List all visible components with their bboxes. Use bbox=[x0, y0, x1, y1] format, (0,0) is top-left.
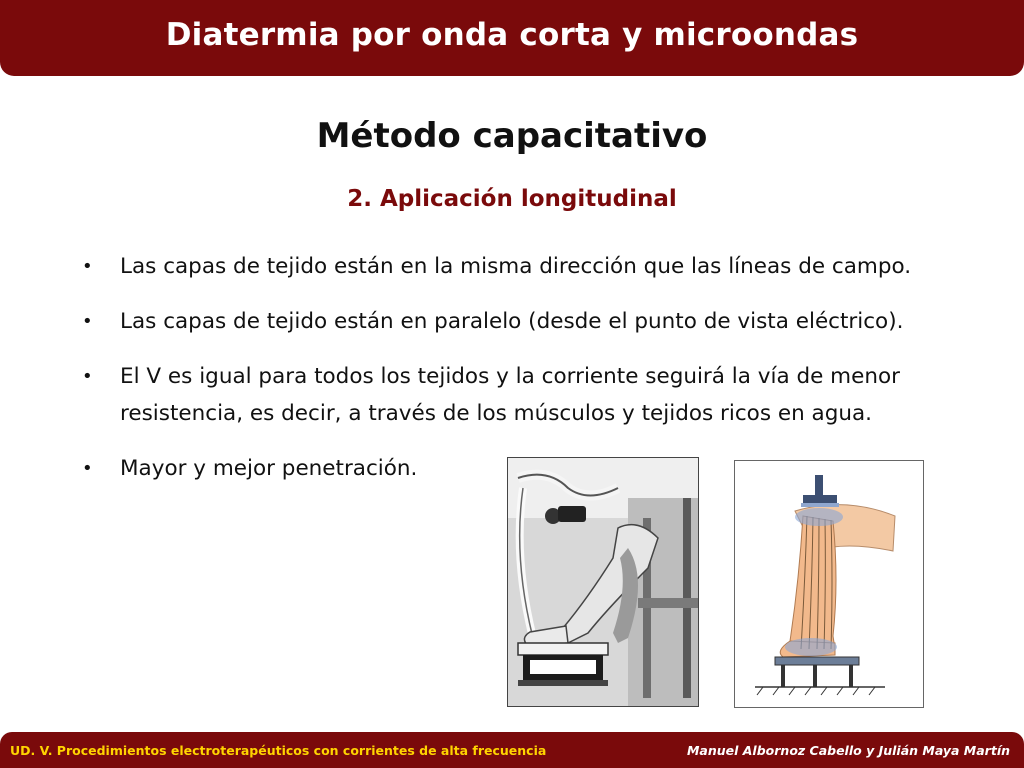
bullet-item bbox=[80, 358, 980, 432]
header-title: Diatermia por onda corta y microondas bbox=[165, 17, 859, 53]
treatment-photo bbox=[507, 457, 699, 707]
treatment-photo-illustration bbox=[508, 458, 698, 706]
footer-authors: Manuel Albornoz Cabello y Julián Maya Martín bbox=[686, 742, 1010, 758]
bullet-text: Las capas de tejido están en la misma dirección que las líneas de campo. bbox=[120, 254, 912, 279]
bullet-marker: • bbox=[82, 311, 93, 332]
bullet-marker: • bbox=[82, 458, 93, 479]
bullet-text: Mayor y mejor penetración. bbox=[120, 456, 418, 481]
longitudinal-application-diagram bbox=[734, 460, 924, 708]
bullet-item bbox=[80, 303, 980, 340]
bullet-text: El V es igual para todos los tejidos y la corriente seguirá la vía de menor resistencia, es decir, a través de los músculos y tejidos ricos en agua. bbox=[120, 364, 900, 426]
bullet-marker: • bbox=[82, 256, 93, 277]
footer-bar bbox=[0, 732, 1024, 768]
footer-course-title: UD. V. Procedimientos electroterapéuticos con corrientes de alta frecuencia bbox=[10, 742, 547, 758]
bullet-marker: • bbox=[82, 366, 93, 387]
longitudinal-application-illustration bbox=[735, 461, 923, 707]
bullet-text: Las capas de tejido están en paralelo (desde el punto de vista eléctrico). bbox=[120, 309, 904, 334]
header-bar bbox=[0, 0, 1024, 76]
slide-title: Método capacitativo bbox=[316, 116, 708, 156]
bullet-item bbox=[80, 248, 980, 285]
slide-subtitle: 2. Aplicación longitudinal bbox=[347, 186, 677, 212]
